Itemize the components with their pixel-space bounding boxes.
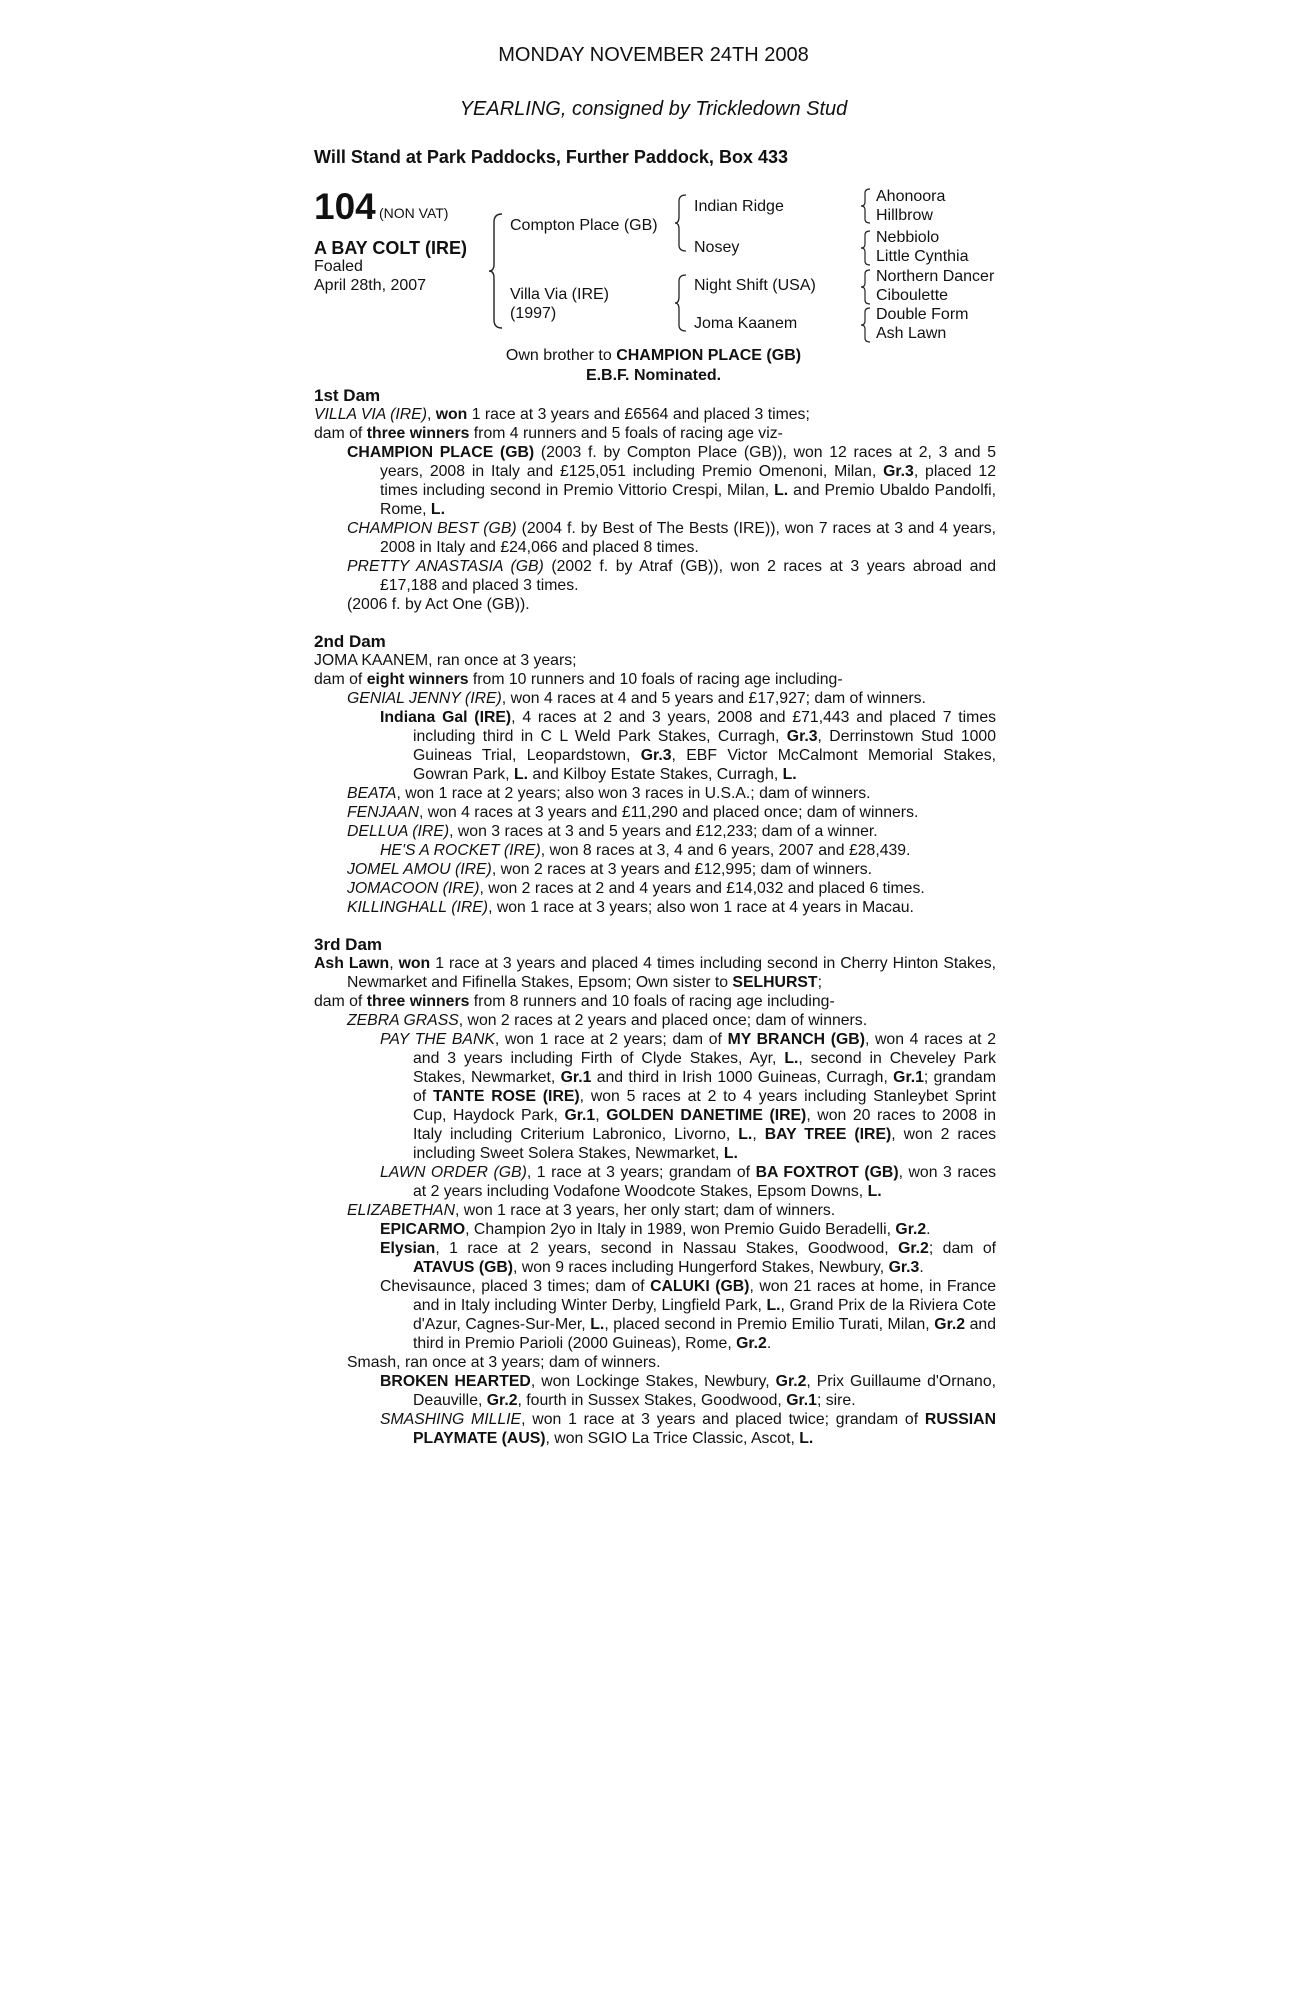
third-dam-produce: dam of three winners from 8 runners and 10 foals of racing age including-	[314, 993, 835, 1010]
pedigree-dds: Double Form	[876, 306, 969, 323]
pedigree-brace-main	[488, 212, 504, 330]
produce-champion-place: CHAMPION PLACE (GB) (2003 f. by Compton Place (GB)), won 12 races at 2, 3 and 5 years, 2008 in Italy and £125,051 including Premio Omenoni, Milan, Gr.3, placed 12 times including second in Premio Vittorio Crespi, Milan, L. and Premio Ubaldo Pandolfi, Rome, L.	[347, 444, 996, 518]
pedigree-dam-sire: Night Shift (USA)	[694, 277, 816, 294]
pedigree-sds: Nebbiolo	[876, 229, 940, 246]
produce-elysian: Elysian, 1 race at 2 years, second in Nassau Stakes, Goodwood, Gr.2; dam of ATAVUS (GB), won 9 races including Hungerford Stakes, Newbury, Gr.3.	[380, 1240, 996, 1276]
produce-jomel-amou: JOMEL AMOU (IRE), won 2 races at 3 years and £12,995; dam of winners.	[347, 861, 873, 878]
first-dam-produce: dam of three winners from 4 runners and 5 foals of racing age viz-	[314, 425, 783, 442]
produce-lawn-order: LAWN ORDER (GB), 1 race at 3 years; grandam of BA FOXTROT (GB), won 3 races at 2 years including Vodafone Woodcote Stakes, Epsom Downs, L.	[380, 1164, 997, 1200]
produce-broken-hearted: BROKEN HEARTED, won Lockinge Stakes, Newbury, Gr.2, Prix Guillaume d'Ornano, Deauville, Gr.2, fourth in Sussex Stakes, Goodwood, Gr.1; sire.	[380, 1373, 996, 1409]
pedigree-sire-dam: Nosey	[694, 239, 740, 256]
second-dam-heading: 2nd Dam	[314, 632, 386, 651]
produce-zebra-grass: ZEBRA GRASS, won 2 races at 2 years and placed once; dam of winners.	[347, 1012, 868, 1029]
pedigree-brace-3c	[860, 268, 872, 306]
pedigree-dss: Northern Dancer	[876, 268, 995, 285]
stand-location: Will Stand at Park Paddocks, Further Paddock, Box 433	[314, 147, 788, 167]
second-dam-intro: JOMA KAANEM, ran once at 3 years;	[314, 652, 577, 669]
pedigree-sire-sire: Indian Ridge	[694, 198, 784, 215]
pedigree-brace-3b	[860, 229, 872, 267]
produce-chevisaunce: Chevisaunce, placed 3 times; dam of CALUKI (GB), won 21 races at home, in France and in Italy including Winter Derby, Lingfield Park, L., Grand Prix de la Riviera Cote d'Azur, Cagnes-Sur-Mer, L., placed second in Premio Emilio Turati, Milan, Gr.2 and third in Premio Parioli (2000 Guineas), Rome, Gr.2.	[380, 1278, 997, 1352]
own-brother-note: Own brother to CHAMPION PLACE (GB)	[505, 347, 802, 364]
pedigree-brace-sire	[674, 193, 688, 253]
catalogue-body	[314, 386, 996, 1448]
produce-pay-the-bank: PAY THE BANK, won 1 race at 2 years; dam of MY BRANCH (GB), won 4 races at 2 and 3 years including Firth of Clyde Stakes, Ayr, L., second in Cheveley Park Stakes, Newmarket, Gr.1 and third in Irish 1000 Guineas, Curragh, Gr.1; grandam of TANTE ROSE (IRE), won 5 races at 2 to 4 years including Stanleybet Sprint Cup, Haydock Park, Gr.1, GOLDEN DANETIME (IRE), won 20 races to 2008 in Italy including Criterium Labronico, Livorno, L., BAY TREE (IRE), won 2 races including Sweet Solera Stakes, Newmarket, L.	[380, 1031, 997, 1162]
produce-dellua: DELLUA (IRE), won 3 races at 3 and 5 years and £12,233; dam of a winner.	[347, 823, 878, 840]
foaled-label: Foaled	[314, 258, 363, 275]
first-dam-heading: 1st Dam	[314, 386, 381, 405]
sale-date: MONDAY NOVEMBER 24TH 2008	[498, 44, 809, 66]
produce-killinghall: KILLINGHALL (IRE), won 1 race at 3 years; also won 1 race at 4 years in Macau.	[347, 899, 914, 916]
produce-champion-best: CHAMPION BEST (GB) (2004 f. by Best of The Bests (IRE)), won 7 races at 3 and 4 years, 2008 in Italy and £24,066 and placed 8 times.	[347, 520, 997, 556]
horse-name: A BAY COLT (IRE)	[314, 238, 468, 258]
produce-jomacoon: JOMACOON (IRE), won 2 races at 2 and 4 years and £14,032 and placed 6 times.	[347, 880, 925, 897]
pedigree-dam: Villa Via (IRE)	[510, 286, 609, 303]
produce-epicarmo: EPICARMO, Champion 2yo in Italy in 1989, won Premio Guido Beradelli, Gr.2.	[380, 1221, 931, 1238]
produce-beata: BEATA, won 1 race at 2 years; also won 3 races in U.S.A.; dam of winners.	[347, 785, 871, 802]
pedigree-dam-year: (1997)	[510, 305, 557, 322]
third-dam-heading: 3rd Dam	[314, 935, 383, 954]
produce-fenjaan: FENJAAN, won 4 races at 3 years and £11,290 and placed once; dam of winners.	[347, 804, 919, 821]
pedigree-ssd: Hillbrow	[876, 207, 933, 224]
pedigree-ddd: Ash Lawn	[876, 325, 947, 342]
produce-smashing-millie: SMASHING MILLIE, won 1 race at 3 years and placed twice; grandam of RUSSIAN PLAYMATE (AUS), won SGIO La Trice Classic, Ascot, L.	[380, 1411, 996, 1447]
produce-elizabethan: ELIZABETHAN, won 1 race at 3 years, her only start; dam of winners.	[347, 1202, 836, 1219]
consignor-line: YEARLING, consigned by Trickledown Stud	[459, 98, 848, 120]
pedigree-sire: Compton Place (GB)	[510, 217, 658, 234]
foaled-info	[314, 257, 474, 295]
produce-indiana-gal: Indiana Gal (IRE), 4 races at 2 and 3 years, 2008 and £71,443 and placed 7 times including third in C L Weld Park Stakes, Curragh, Gr.3, Derrinstown Stud 1000 Guineas Trial, Leopardstown, Gr.3, EBF Victor McCalmont Memorial Stakes, Gowran Park, L. and Kilboy Estate Stakes, Curragh, L.	[380, 709, 996, 783]
pedigree-brace-dam	[674, 273, 688, 333]
pedigree-dsd: Ciboulette	[876, 287, 949, 304]
lot-number: 104	[314, 186, 376, 227]
pedigree-sss: Ahonoora	[876, 188, 946, 205]
pedigree-brace-3d	[860, 306, 872, 344]
produce-2006-filly: (2006 f. by Act One (GB)).	[347, 596, 530, 613]
first-dam-intro: VILLA VIA (IRE), won 1 race at 3 years and £6564 and placed 3 times;	[314, 406, 810, 423]
vat-status: (NON VAT)	[379, 205, 449, 221]
produce-genial-jenny: GENIAL JENNY (IRE), won 4 races at 4 and 5 years and £17,927; dam of winners.	[347, 690, 926, 707]
pedigree-dam-dam: Joma Kaanem	[694, 315, 798, 332]
foaled-date: April 28th, 2007	[314, 277, 427, 294]
third-dam-intro: Ash Lawn, won 1 race at 3 years and placed 4 times including second in Cherry Hinton Stakes, Newmarket and Fifinella Stakes, Epsom; Own sister to SELHURST;	[314, 955, 997, 991]
pedigree-sdd: Little Cynthia	[876, 248, 969, 265]
second-dam-produce: dam of eight winners from 10 runners and 10 foals of racing age including-	[314, 671, 843, 688]
produce-smash: Smash, ran once at 3 years; dam of winners.	[347, 1354, 661, 1371]
produce-hes-a-rocket: HE'S A ROCKET (IRE), won 8 races at 3, 4 and 6 years, 2007 and £28,439.	[380, 842, 911, 859]
pedigree-brace-3a	[860, 187, 872, 225]
ebf-nominated: E.B.F. Nominated.	[585, 367, 722, 384]
produce-pretty-anastasia: PRETTY ANASTASIA (GB) (2002 f. by Atraf (GB)), won 2 races at 3 years abroad and £17,188 and placed 3 times.	[347, 558, 996, 594]
